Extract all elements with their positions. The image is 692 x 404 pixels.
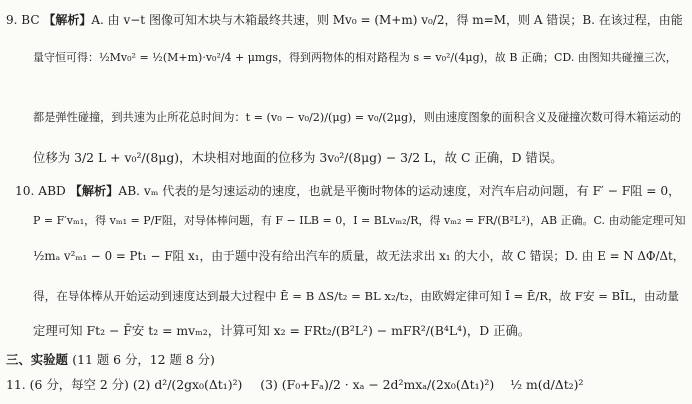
q11-line	[6, 377, 686, 393]
section-title: 三、实验题	[6, 352, 68, 367]
q10-line-4: 得，在导体棒从开始运动到速度达到最大过程中 Ē = B ΔS/t₂ = BL x₂/t₂，由欧姆定律可知 Ī = Ē/R，故 F安 = BĪL，由动量	[33, 289, 679, 303]
section-note: (11 题 6 分，12 题 8 分)	[72, 352, 215, 367]
q9-text-1: A. 由 v−t 图像可知木块与木箱最终共速，则 Mv₀ = (M+m) v₀/2，得 m=M，则 A 错误；B. 在该过程，由能	[91, 13, 683, 27]
q9-answer: BC	[21, 13, 40, 27]
q9-line-3: 都是弹性碰撞，到共速为止所花总时间为：t = (v₀ − v₀/2)/(μg) = v₀/(2μg)，则由速度图象的面积含义及碰撞次数可得木箱运动的	[33, 111, 682, 124]
q10-analysis-tag: 【解析】	[69, 184, 119, 198]
q10-line-2: P = F′vₘ₁，得 vₘ₁ = P/F阻，对导体棒问题，有 F − ILB = 0，I = BLvₘ₂/R，得 vₘ₂ = FR/(B²L²)，AB 正确。C. 由动能定理可知	[33, 214, 686, 227]
q11-number: 11.	[6, 377, 26, 392]
q9-line-2: 量守恒可得：½Mv₀² = ½(M+m)·v₀²/4 + μmgs，得到两物体的相对路程为 s = v₀²/(4μg)，故 B 正确；CD. 由图知共碰撞三次，	[33, 51, 677, 64]
q9-line-4: 位移为 3/2 L + v₀²/(8μg)，木块相对地面的位移为 3v₀²/(8μg) − 3/2 L，故 C 正确，D 错误。	[33, 150, 563, 165]
q10-answer: ABD	[38, 184, 66, 198]
q9-line-1	[6, 12, 686, 28]
q11-part-4: ½ m(d/Δt₂)²	[510, 377, 584, 392]
q10-line-5: 定理可知 Ft₂ − F̄安 t₂ = mvₘ₂，计算可知 x₂ = FRt₂/(B²L²) − mFR²/(B⁴L⁴)，D 正确。	[33, 323, 531, 338]
q11-part-3: (3) (F₀+Fₐ)/2 · xₐ − 2d²mxₐ/(2x₀(Δt₁)²)	[260, 377, 495, 392]
q10-line-1	[15, 183, 686, 199]
q10-text-1: AB. vₘ 代表的是匀速运动的速度，也就是平衡时物体的运动速度，对汽车启动问题，有 F′ − F阻 = 0，	[118, 184, 681, 198]
q10-line-3: ½mₐ v²ₘ₁ − 0 = Pt₁ − F阻 x₁，由于题中没有给出汽车的质量，故无法求出 x₁ 的大小，故 C 错误；D. 由 E = N ΔΦ/Δt，	[33, 249, 685, 263]
q9-analysis-tag: 【解析】	[43, 13, 92, 27]
q11-score: (6 分，每空 2 分)	[29, 377, 129, 392]
q11-part-2: (2) d²/(2gx₀(Δt₁)²)	[132, 377, 243, 392]
section-heading	[6, 352, 686, 368]
q10-number: 10.	[15, 184, 35, 198]
q9-number: 9.	[6, 13, 18, 27]
